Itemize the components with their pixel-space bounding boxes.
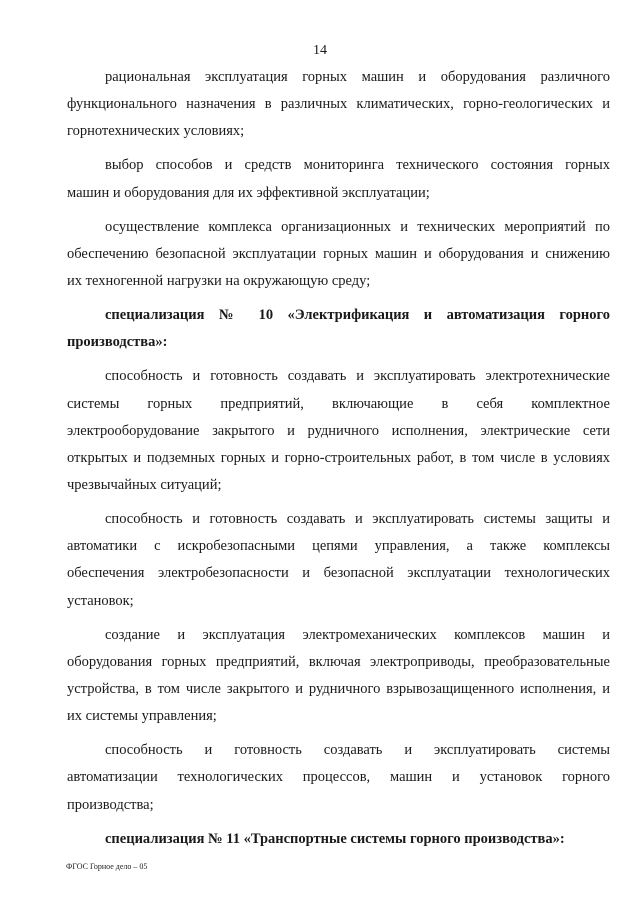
text-line: чрезвычайных ситуаций; (67, 476, 222, 493)
text-line: способность и готовность создавать и эксплуатировать системы (105, 742, 610, 759)
text-line: их системы управления; (67, 708, 217, 725)
text-line: автоматизации технологических процессов, машин и установок горного (67, 769, 610, 786)
text-line: функционального назначения в различных климатических, горно-геологических и (67, 96, 610, 113)
body-text (67, 64, 610, 853)
text-line: горнотехнических условиях; (67, 123, 245, 140)
text-line: автоматики с искробезопасными цепями управления, а также комплексы (67, 538, 610, 555)
text-line: осуществление комплекса организационных и технических мероприятий по (105, 218, 610, 235)
text-line: производства; (67, 796, 154, 813)
text-line: выбор способов и средств мониторинга технического состояния горных (105, 157, 610, 174)
text-line: рациональная эксплуатация горных машин и оборудования различного (105, 69, 610, 85)
specialization-heading: специализация № 11 «Транспортные системы горного производства»: (105, 830, 565, 847)
text-line: установок; (67, 592, 134, 609)
text-line: способность и готовность создавать и эксплуатировать системы защиты и (105, 511, 610, 528)
text-line: машин и оборудования для их эффективной эксплуатации; (67, 184, 430, 201)
text-line: устройства, в том числе закрытого и рудничного взрывозащищенного исполнения, и (67, 680, 610, 697)
page-number: 14 (313, 43, 327, 58)
text-line: обеспечения электробезопасности и безопасной эксплуатации технологических (67, 565, 610, 582)
text-line: создание и эксплуатация электромеханических комплексов машин и (105, 626, 610, 643)
footer-label: ФГОС Горное дело – 05 (66, 862, 148, 871)
text-line: способность и готовность создавать и эксплуатировать электротехнические (105, 368, 610, 385)
text-line: электрооборудование закрытого и рудничного исполнения, электрические сети (67, 422, 610, 439)
specialization-heading: специализация № 10 «Электрификация и автоматизация горного (105, 307, 610, 324)
specialization-heading: производства»: (67, 334, 168, 351)
text-line: их техногенной нагрузки на окружающую среду; (67, 272, 371, 289)
text-line: системы горных предприятий, включающие в себя комплектное (67, 395, 610, 412)
text-line: оборудования горных предприятий, включая электроприводы, преобразовательные (67, 653, 610, 670)
text-line: обеспечению безопасной эксплуатации горных машин и оборудования и снижению (67, 245, 610, 262)
text-line: открытых и подземных горных и горно-строительных работ, в том числе в условиях (67, 449, 610, 466)
